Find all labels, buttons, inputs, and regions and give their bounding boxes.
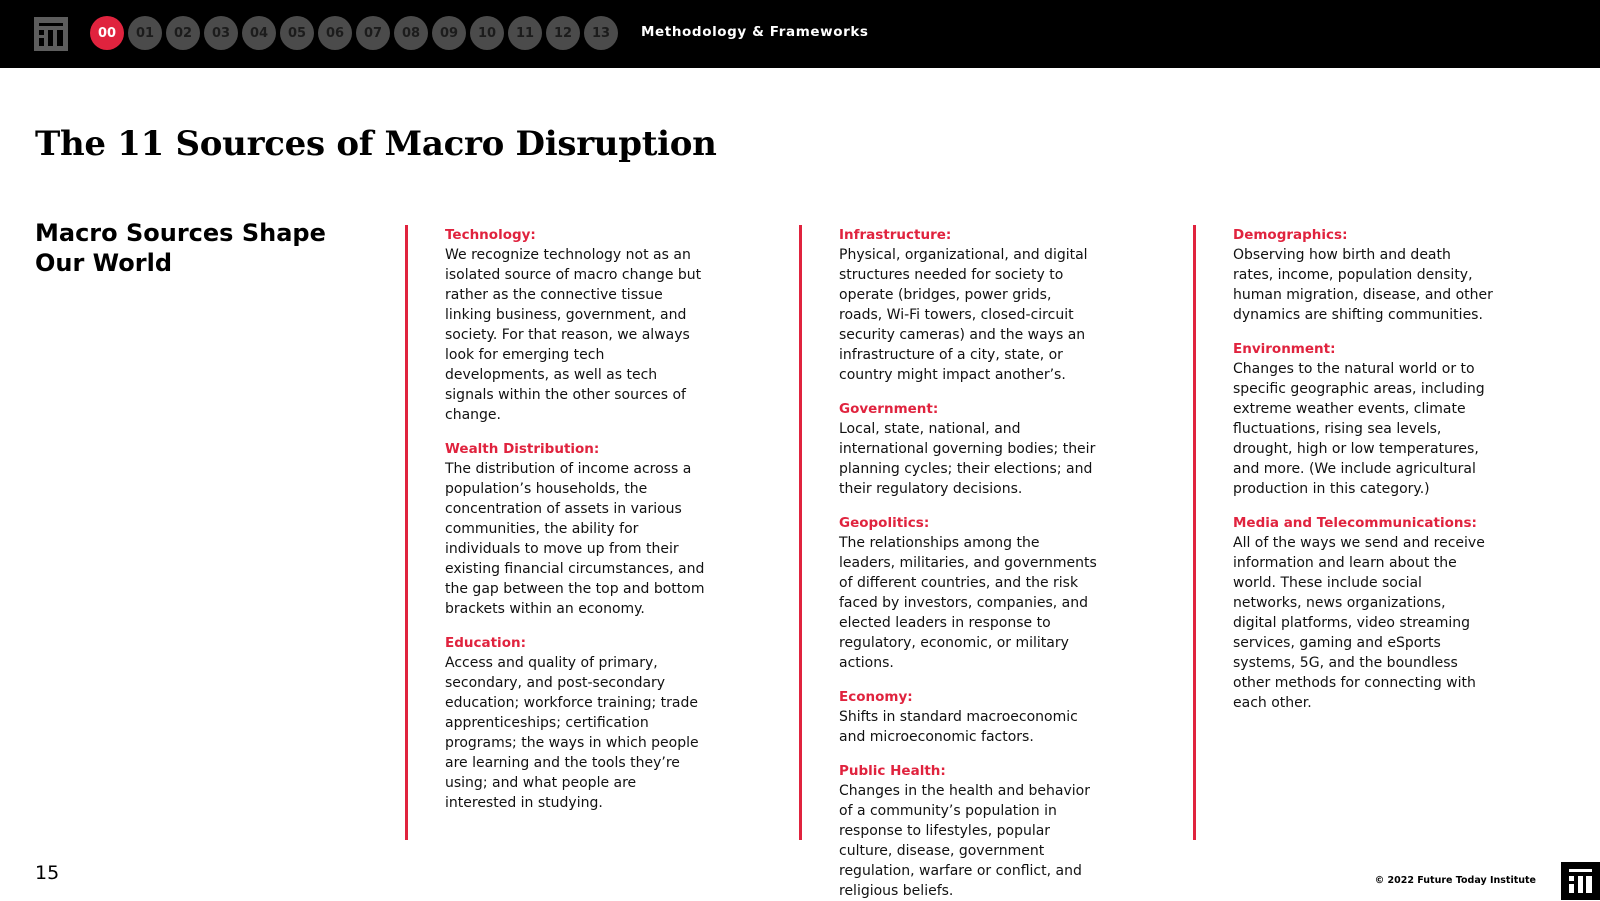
source-description: Changes in the health and behavior of a community’s population in response to lifestyles, popular culture, disease, government regulation, warfare or conflict, and religious beliefs. [839, 783, 1090, 899]
sources-column-2 [799, 225, 1099, 899]
source-description: The relationships among the leaders, militaries, and governments of different countries, and the risk faced by investors, companies, and elected leaders in response to regulatory, economic, or military actions. [839, 535, 1097, 671]
chapter-button[interactable]: 05 [280, 16, 314, 50]
source-label: Public Health: [839, 763, 946, 779]
chapter-button[interactable]: 02 [166, 16, 200, 50]
source-description: Access and quality of primary, secondary, and post-secondary education; workforce training; trade apprenticeships; certification programs; the ways in which people are learning and the tools they’re using; and what people are interested in studying. [445, 655, 699, 811]
chapter-button[interactable]: 11 [508, 16, 542, 50]
source-item [445, 439, 705, 619]
chapter-button[interactable]: 03 [204, 16, 238, 50]
chapter-button[interactable]: 06 [318, 16, 352, 50]
source-item [445, 225, 705, 425]
section-title: Methodology & Frameworks [641, 24, 869, 40]
copyright-notice: © 2022 Future Today Institute [1374, 875, 1536, 886]
sources-column-1 [405, 225, 705, 840]
source-description: Changes to the natural world or to specific geographic areas, including extreme weather events, climate fluctuations, rising sea levels, drought, high or low temperatures, and more. (We include agricultural production in this category.) [1233, 361, 1485, 497]
chapter-button[interactable]: 01 [128, 16, 162, 50]
source-item [1233, 513, 1493, 713]
source-description: Physical, organizational, and digital structures needed for society to operate (bridges, power grids, roads, Wi-Fi towers, closed-circuit security cameras) and the ways an infrastructure of a city, state, or country might impact another’s. [839, 247, 1088, 383]
source-description: Shifts in standard macroeconomic and microeconomic factors. [839, 709, 1078, 745]
sources-column-3 [1193, 225, 1493, 840]
source-item [839, 399, 1099, 499]
source-description: Observing how birth and death rates, income, population density, human migration, disease, and other dynamics are shifting communities. [1233, 247, 1493, 323]
source-description: We recognize technology not as an isolated source of macro change but rather as the connective tissue linking business, government, and society. For that reason, we always look for emerging tech developments, as well as tech signals within the other sources of change. [445, 247, 702, 423]
source-item [839, 761, 1099, 901]
chapter-button[interactable]: 08 [394, 16, 428, 50]
chapter-button[interactable]: 04 [242, 16, 276, 50]
chapter-button[interactable]: 10 [470, 16, 504, 50]
source-label: Wealth Distribution: [445, 441, 600, 457]
source-description: Local, state, national, and international governing bodies; their planning cycles; their elections; and their regulatory decisions. [839, 421, 1096, 497]
page-title: The 11 Sources of Macro Disruption [35, 124, 717, 164]
source-item [1233, 339, 1493, 499]
source-label: Education: [445, 635, 526, 651]
source-label: Environment: [1233, 341, 1336, 357]
chapter-navigation [90, 16, 618, 50]
chapter-button[interactable]: 07 [356, 16, 390, 50]
page-number: 15 [35, 862, 60, 884]
fti-logo-icon[interactable] [34, 17, 68, 51]
source-item [839, 225, 1099, 385]
source-label: Geopolitics: [839, 515, 930, 531]
source-label: Technology: [445, 227, 536, 243]
chapter-button[interactable]: 12 [546, 16, 580, 50]
source-label: Government: [839, 401, 939, 417]
top-navigation-bar [0, 0, 1600, 68]
page-subtitle: Macro Sources Shape Our World [35, 219, 326, 277]
source-item [839, 687, 1099, 747]
chapter-button[interactable]: 00 [90, 16, 124, 50]
source-label: Demographics: [1233, 227, 1348, 243]
fti-logo-icon [1561, 862, 1600, 900]
source-label: Infrastructure: [839, 227, 952, 243]
source-label: Media and Telecommunications: [1233, 515, 1477, 531]
source-item [445, 633, 705, 813]
chapter-button[interactable]: 13 [584, 16, 618, 50]
source-item [839, 513, 1099, 673]
chapter-button[interactable]: 09 [432, 16, 466, 50]
source-label: Economy: [839, 689, 913, 705]
source-description: The distribution of income across a population’s households, the concentration of assets in various communities, the ability for individuals to move up from their existing financial circumstances, and the gap between the top and bottom brackets within an economy. [445, 461, 705, 617]
source-description: All of the ways we send and receive information and learn about the world. These include social networks, news organizations, digital platforms, video streaming services, gaming and eSports systems, 5G, and the boundless other methods for connecting with each other. [1233, 535, 1485, 711]
source-item [1233, 225, 1493, 325]
